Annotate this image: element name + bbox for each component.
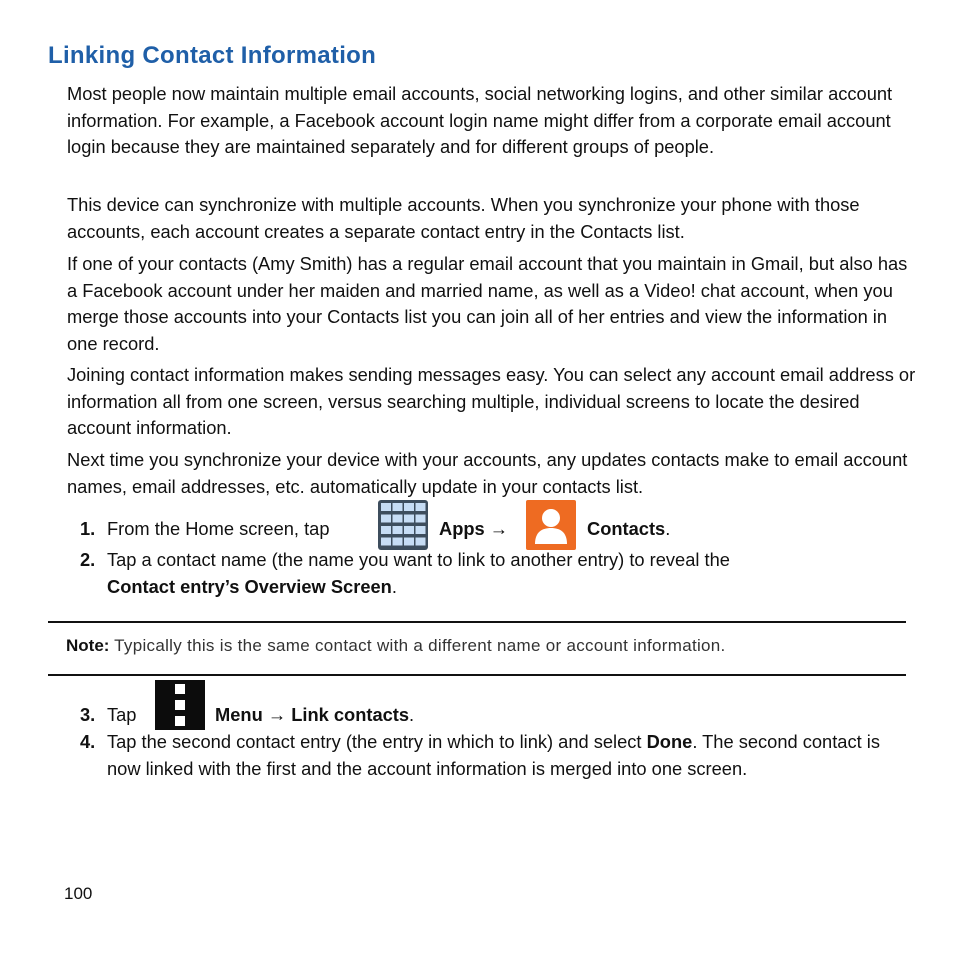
page-number: 100	[64, 884, 93, 903]
paragraph-5: Next time you synchronize your device with your accounts, any updates contacts make to email account names, email addresses, etc. automatically update in your contacts list.	[67, 449, 908, 497]
paragraph-2: This device can synchronize with multiple accounts. When you synchronize your phone with those accounts, each account creates a separate contact entry in the Contacts list.	[67, 194, 860, 242]
note: Note: Typically this is the same contact with a different name or account information.	[66, 636, 726, 655]
step-number: 4.	[80, 731, 96, 752]
page-heading: Linking Contact Information	[48, 42, 377, 69]
apps-label: Apps →	[439, 518, 509, 539]
menu-dots-icon	[155, 680, 205, 730]
paragraph-4: Joining contact information makes sending messages easy. You can select any account email address or information all from one screen, versus searching multiple, individual screens to locate the desired account information.	[67, 364, 916, 438]
note-top-rule	[48, 621, 906, 623]
step-text: Tap the second contact entry (the entry in which to link) and select Done. The second contact is now linked with the first and the account information is merged into one screen.	[107, 731, 880, 779]
paragraph-3: If one of your contacts (Amy Smith) has a regular email account that you maintain in Gmail, but also has a Facebook account under her maiden and married name, as well as a Video! chat account, when you merge those accounts into your Contacts list you can join all of her entries and view the information in one record.	[67, 253, 908, 354]
contacts-label: Contacts.	[587, 518, 671, 539]
paragraph-1: Most people now maintain multiple email accounts, social networking logins, and other similar account information. For example, a Facebook account login name might differ from a corporate email account login because they are maintained separately and for different groups of people.	[67, 83, 893, 157]
step-number: 3.	[80, 704, 96, 725]
step-text: Tap	[107, 704, 137, 725]
apps-grid-icon	[378, 500, 428, 550]
contacts-person-icon	[526, 500, 576, 550]
step-text: From the Home screen, tap	[107, 518, 330, 539]
step-text: Tap a contact name (the name you want to link to another entry) to reveal the Contact entry’s Overview Screen.	[107, 549, 730, 597]
step-number: 2.	[80, 549, 96, 570]
step-number: 1.	[80, 518, 96, 539]
step-2	[80, 547, 910, 607]
step-4	[80, 729, 910, 809]
menu-link-label: Menu → Link contacts.	[215, 704, 415, 725]
note-bottom-rule	[48, 674, 906, 676]
